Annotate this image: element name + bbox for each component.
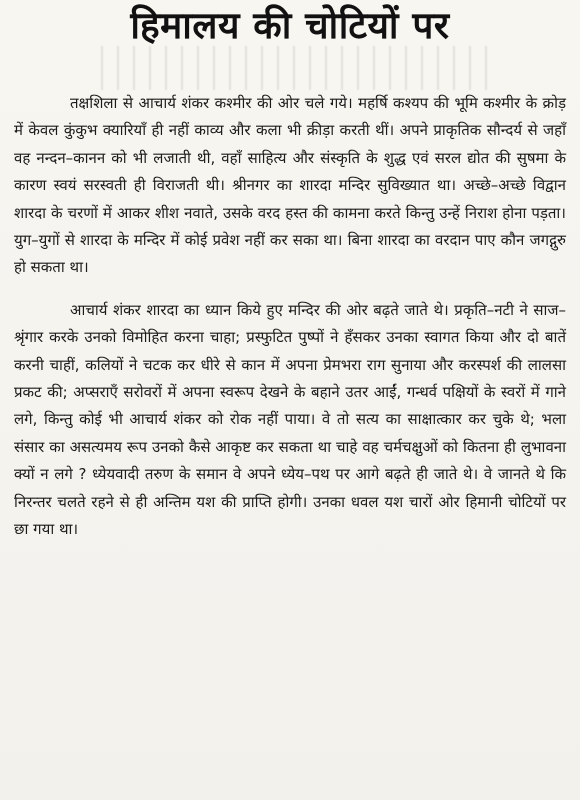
- bleed-through-text: [95, 46, 495, 90]
- paragraph-1: तक्षशिला से आचार्य शंकर कश्मीर की ओर चले गये। महर्षि कश्यप की भूमि कश्मीर के क्रोड़ में केवल कुंकुभ क्यारियाँ ही नहीं काव्य और कला भी क्रीड़ा करती थीं। अपने प्राकृतिक सौन्दर्य से जहाँ वह नन्दन–कानन को भी लजाती थी, वहाँ साहित्य और संस्कृति के शुद्ध एवं सरल द्योत की सुषमा के कारण स्वयं सरस्वती ही विराजती थी। श्रीनगर का शारदा मन्दिर सुविख्यात था। अच्छे–अच्छे विद्वान शारदा के चरणों में आकर शीश नवाते, उसके वरद हस्त की कामना करते किन्तु उन्हें निराश होना पड़ता। युग–युगों से शारदा के मन्दिर में कोई प्रवेश नहीं कर सका था। बिना शारदा का वरदान पाए कौन जगद्गुरु हो सकता था।: [14, 94, 566, 277]
- page-title: हिमालय की चोटियों पर: [130, 4, 450, 47]
- paragraph-2: आचार्य शंकर शारदा का ध्यान किये हुए मन्दिर की ओर बढ़ते जाते थे। प्रकृति–नटी ने साज–श्रृंगार करके उनको विमोहित करना चाहा; प्रस्फुटित पुष्पों ने हँसकर उनका स्वागत किया और दो बातें करनी चाहीं, कलियों ने चटक कर धीरे से कान में अपना प्रेमभरा राग सुनाया और करस्पर्श की लालसा प्रकट की; अप्सराएँ सरोवरों में अपना स्वरूप देखने के बहाने उतर आईं, गन्धर्व पक्षियों के स्वरों में गाने लगे, किन्तु कोई भी आचार्य शंकर को रोक नहीं पाया। वे तो सत्य का साक्षात्कार कर चुके थे; भला संसार का असत्यमय रूप उनको कैसे आकृष्ट कर सकता था चाहे वह चर्मचक्षुओं को कितना ही लुभावना क्यों न लगे ? ध्येयवादी तरुण के समान वे अपने ध्येय–पथ पर आगे बढ़ते ही जाते थे। वे जानते थे कि निरन्तर चलते रहने से ही अन्तिम यश की प्राप्ति होगी। उनका धवल यश चारों ओर हिमानी चोटियों पर छा गया था।: [14, 300, 566, 539]
- document-body: [14, 90, 566, 544]
